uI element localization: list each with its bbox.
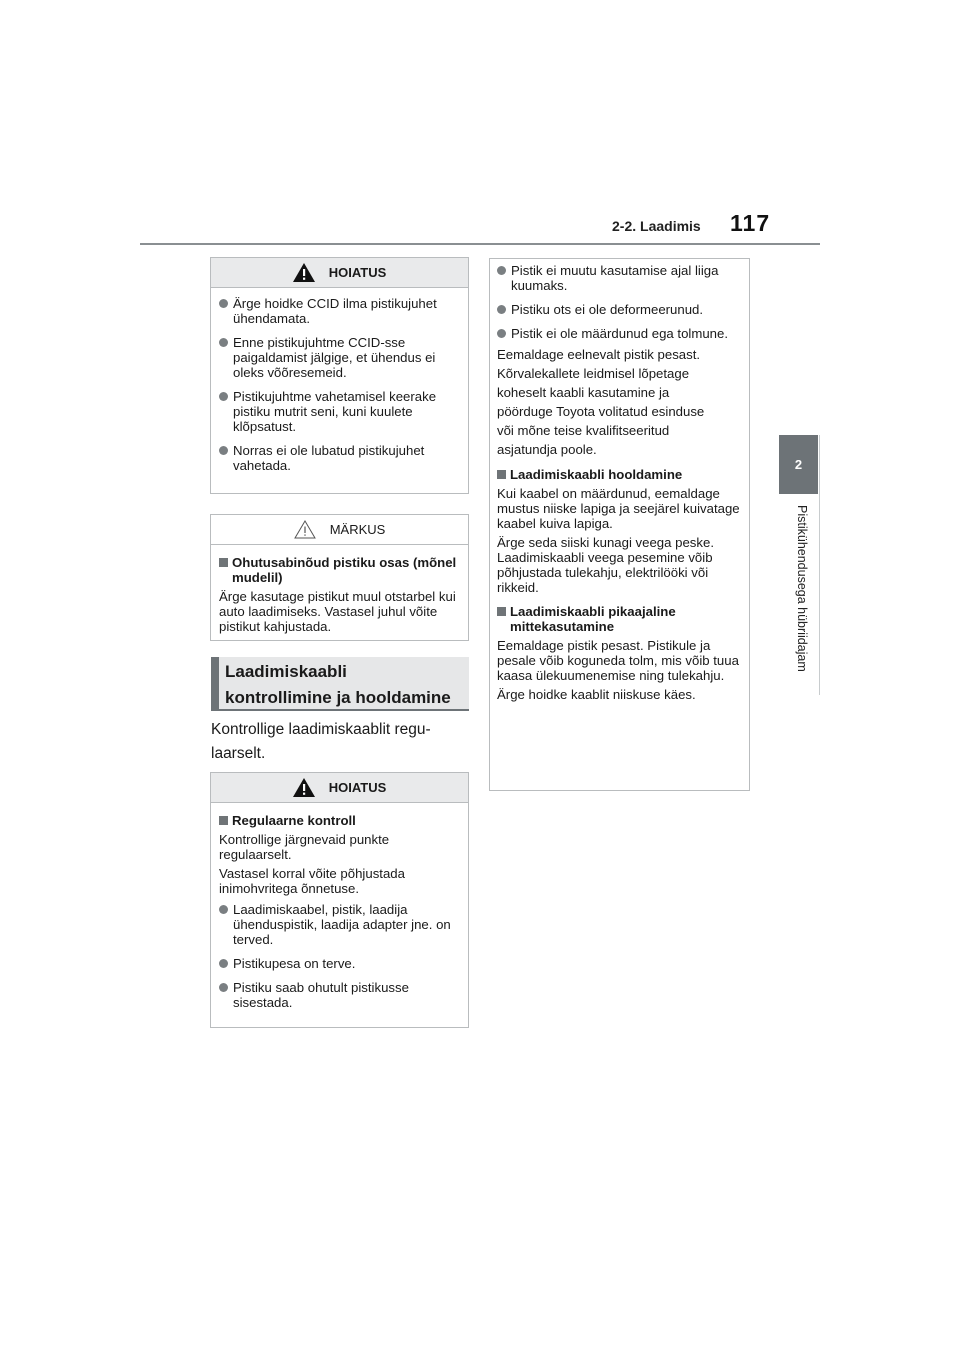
warning-triangle-icon	[293, 263, 315, 282]
list-item: Pistik ei ole määrdunud ega tolmune.	[497, 326, 741, 341]
paragraph: Ärge seda siiski kunagi veega peske. Laadimiskaabli veega pesemine võib põhjustada tulekahju, elektrilööki või rikkeid.	[497, 535, 714, 595]
warning-header	[211, 258, 468, 288]
paragraph: Ärge hoidke kaablit niiskuse käes.	[497, 687, 696, 702]
text-line: pöörduge Toyota volitatud esinduse	[497, 404, 705, 419]
section-title: 2-2. Laadimis	[612, 218, 701, 234]
subheading-storage: Laadimiskaabli pikaajaline mittekasutamine	[497, 604, 741, 634]
bullet-icon	[219, 299, 228, 308]
section-intro: Kontrollige laadimiskaablit regu- laarselt.	[211, 721, 431, 762]
list-item: Norras ei ole lubatud pistikujuhet vahetada.	[219, 443, 458, 473]
paragraph: Eemaldage pistik pesast. Pistikule ja pesale võib koguneda tolm, mis võib tuua kaasa ülekuumenemise ning tulekahju.	[497, 638, 739, 683]
list-item: Pistiku ots ei ole deformeerunud.	[497, 302, 741, 317]
bullet-icon	[219, 338, 228, 347]
list-item: Laadimiskaabel, pistik, laadija ühenduspistik, laadija adapter jne. on terved.	[219, 902, 458, 947]
list-item: Ärge hoidke CCID ilma pistikujuhet ühendamata.	[219, 296, 458, 326]
paragraph: Vastasel korral võite põhjustada inimohvritega õnnetuse.	[219, 866, 405, 896]
chapter-tab-line	[819, 435, 820, 695]
bullet-icon	[497, 266, 506, 275]
paragraph: Kontrollige järgnevaid punkte regulaarselt.	[219, 832, 390, 862]
caution-triangle-icon	[294, 520, 316, 539]
list-item: Pistikujuhtme vahetamisel keerake pistiku mutrit seni, kuni kuulete klõpsatust.	[219, 389, 458, 434]
notice-box	[210, 514, 469, 641]
notice-title: MÄRKUS	[329, 522, 386, 537]
header-rule	[140, 243, 820, 245]
text-line: või mõne teise kvalifitseeritud	[497, 423, 670, 438]
text-line: koheselt kaabli kasutamine ja	[497, 385, 670, 400]
text-line: Kõrvalekallete leidmisel lõpetage	[497, 366, 690, 381]
warning-continuation-box	[489, 258, 750, 791]
bullet-icon	[219, 905, 228, 914]
square-bullet-icon	[219, 558, 228, 567]
bullet-icon	[219, 959, 228, 968]
notice-header	[211, 515, 468, 545]
text-line: Eemaldage eelnevalt pistik pesast.	[497, 347, 701, 362]
warning-box-2	[210, 772, 469, 1028]
square-bullet-icon	[219, 816, 228, 825]
section-heading	[211, 657, 469, 711]
warning-subheading: Regulaarne kontroll	[219, 813, 458, 828]
page-number: 117	[730, 210, 771, 236]
warning-continuation-body	[490, 259, 749, 708]
notice-subheading: Ohutusabinõud pistiku osas (mõnel mudelil)	[219, 555, 458, 585]
list-item: Pistik ei muutu kasutamise ajal liiga kuumaks.	[497, 263, 741, 293]
warning-header	[211, 773, 468, 803]
chapter-tab: 2	[779, 435, 818, 494]
notice-body	[211, 545, 468, 640]
bullet-icon	[219, 983, 228, 992]
list-item: Pistiku saab ohutult pistikusse sisestada.	[219, 980, 458, 1010]
section-heading-line-1: Laadimiskaabli	[225, 662, 347, 681]
warning-title: HOIATUS	[328, 780, 387, 795]
warning-title: HOIATUS	[328, 265, 387, 280]
subheading-maintenance: Laadimiskaabli hooldamine	[497, 467, 741, 482]
text-line: asjatundja poole.	[497, 442, 597, 457]
bullet-icon	[497, 329, 506, 338]
square-bullet-icon	[497, 607, 506, 616]
chapter-label	[793, 505, 811, 705]
section-heading-line-2: kontrollimine ja hooldamine	[225, 688, 451, 707]
list-item: Pistikupesa on terve.	[219, 956, 458, 971]
notice-text: Ärge kasutage pistikut muul otstarbel kui auto laadimiseks. Vastasel juhul võite pistikut kahjustada.	[219, 589, 456, 634]
list-item: Enne pistikujuhtme CCID-sse paigaldamist jälgige, et ühendus ei oleks võõresemeid.	[219, 335, 458, 380]
bullet-icon	[497, 305, 506, 314]
warning-body	[211, 288, 468, 479]
warning-triangle-icon	[293, 778, 315, 797]
paragraph: Kui kaabel on määrdunud, eemaldage mustus niiske lapiga ja seejärel kuivatage kaabel kuiva lapiga.	[497, 486, 740, 531]
warning-body	[211, 803, 468, 1016]
warning-box-1	[210, 257, 469, 494]
chapter-label-text: Pistikühendusega hübriidajam	[795, 505, 809, 672]
bullet-icon	[219, 392, 228, 401]
bullet-icon	[219, 446, 228, 455]
square-bullet-icon	[497, 470, 506, 479]
